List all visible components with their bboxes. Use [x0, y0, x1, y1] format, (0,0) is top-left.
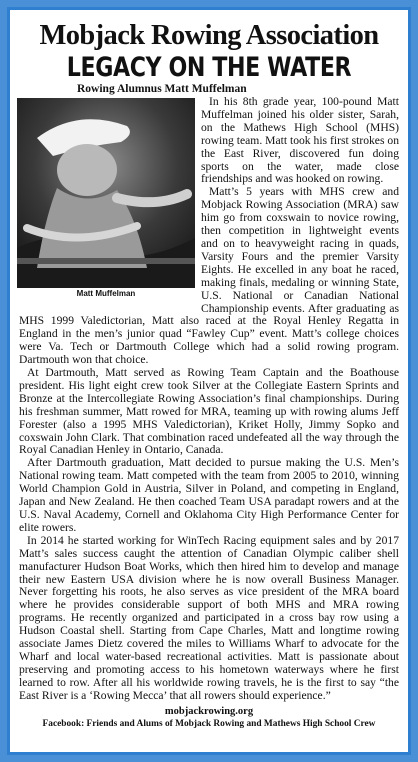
article-paragraph: Matt’s 5 years with MHS crew and Mobjack Rowing Association (MRA) saw him go from coxswain to novice rowing, then competition in lightweight events and on to heavyweight racing in quads, Varsity Fours and the premier Varsity Eights. He excelled in any boat he raced, making finals, medaling or winning State, U.S. National or Canadian National Championship events. After graduating as MHS 1999 Valedictorian, Matt also raced at the Royal Henley Regatta in England in the men’s junior quad “Fawley Cup” event. Matt’s college choices were Va. Tech or Dartmouth College which had a solid rowing program. Dartmouth won that choice.	[19, 185, 399, 367]
article-paragraph: After Dartmouth graduation, Matt decided to pursue making the U.S. Men’s National rowing team. Matt competed with the team from 2005 to 2010, winning World Champion Gold in Austria, Silver in Poland, and competing in England, Japan and New Zealand. He then coached Team USA paradapt rowers and at the U.S. Naval Academy, Cornell and Oklahoma City High Performance Center for elite rowers.	[19, 456, 399, 534]
article-body	[19, 96, 399, 703]
headline: LEGACY ON THE WATER	[66, 52, 352, 83]
byline: Rowing Alumnus Matt Muffelman	[77, 83, 247, 95]
article-paragraph: In 2014 he started working for WinTech Racing equipment sales and by 2017 Matt’s sales success caught the attention of Canadian Olympic caliber shell manufacturer Hudson Boat Works, which then hired him to develop and manage their new Eastern USA division where he is now overall Business Manager. Never forgetting his roots, he also serves as vice president of the MRA board where he provides considerable support of both MHS and MRA rowing programs. He recently organized and participated in a cross bay row using a Hudson Coastal shell. Starting from Cape Charles, Matt and longtime rowing associate James Dietz covered the miles to Williams Wharf to advocate for the Wharf and local water-based recreational activities. Matt is passionate about preserving and promoting access to his hometown waterways where he first learned to row. After all his worldwide rowing travels, he is the first to say “the East River is a ‘Rowing Mecca’ that all rowers should experience.”	[19, 533, 399, 702]
advertisement-panel	[7, 7, 411, 755]
rower-photo	[17, 98, 195, 288]
facebook-line: Facebook: Friends and Alums of Mobjack Rowing and Mathews High School Crew	[42, 718, 376, 729]
organization-title: Mobjack Rowing Association	[39, 20, 379, 51]
article-paragraph: In his 8th grade year, 100-pound Matt Muffelman joined his older sister, Sarah, on the Mathews High School (MHS) rowing team. Matt took his first strokes on the East River, discovered fun doing sports on the water, made close friendships and was hooked on rowing.	[201, 95, 399, 186]
rower-photo-illustration	[17, 98, 195, 288]
photo-frame	[17, 98, 195, 304]
photo-caption: Matt Muffelman	[76, 289, 136, 298]
ad-content	[19, 10, 399, 730]
article-paragraph: At Dartmouth, Matt served as Rowing Team Captain and the Boathouse president. His light eight crew took Silver at the Collegiate Eastern Sprints and Bronze at the Intercollegiate Rowing Association’s final championships. During his freshman summer, Matt rowed for MRA, teaming up with rowing alums Jeff Forester (also a 1995 MHS Valedictorian), Kriket Holly, Jimmy Sopko and coxswain John Clark. That combination raced undefeated all the way through the Royal Canadian Henley in Ontario, Canada.	[19, 366, 399, 457]
website-link[interactable]: mobjackrowing.org	[164, 705, 254, 717]
